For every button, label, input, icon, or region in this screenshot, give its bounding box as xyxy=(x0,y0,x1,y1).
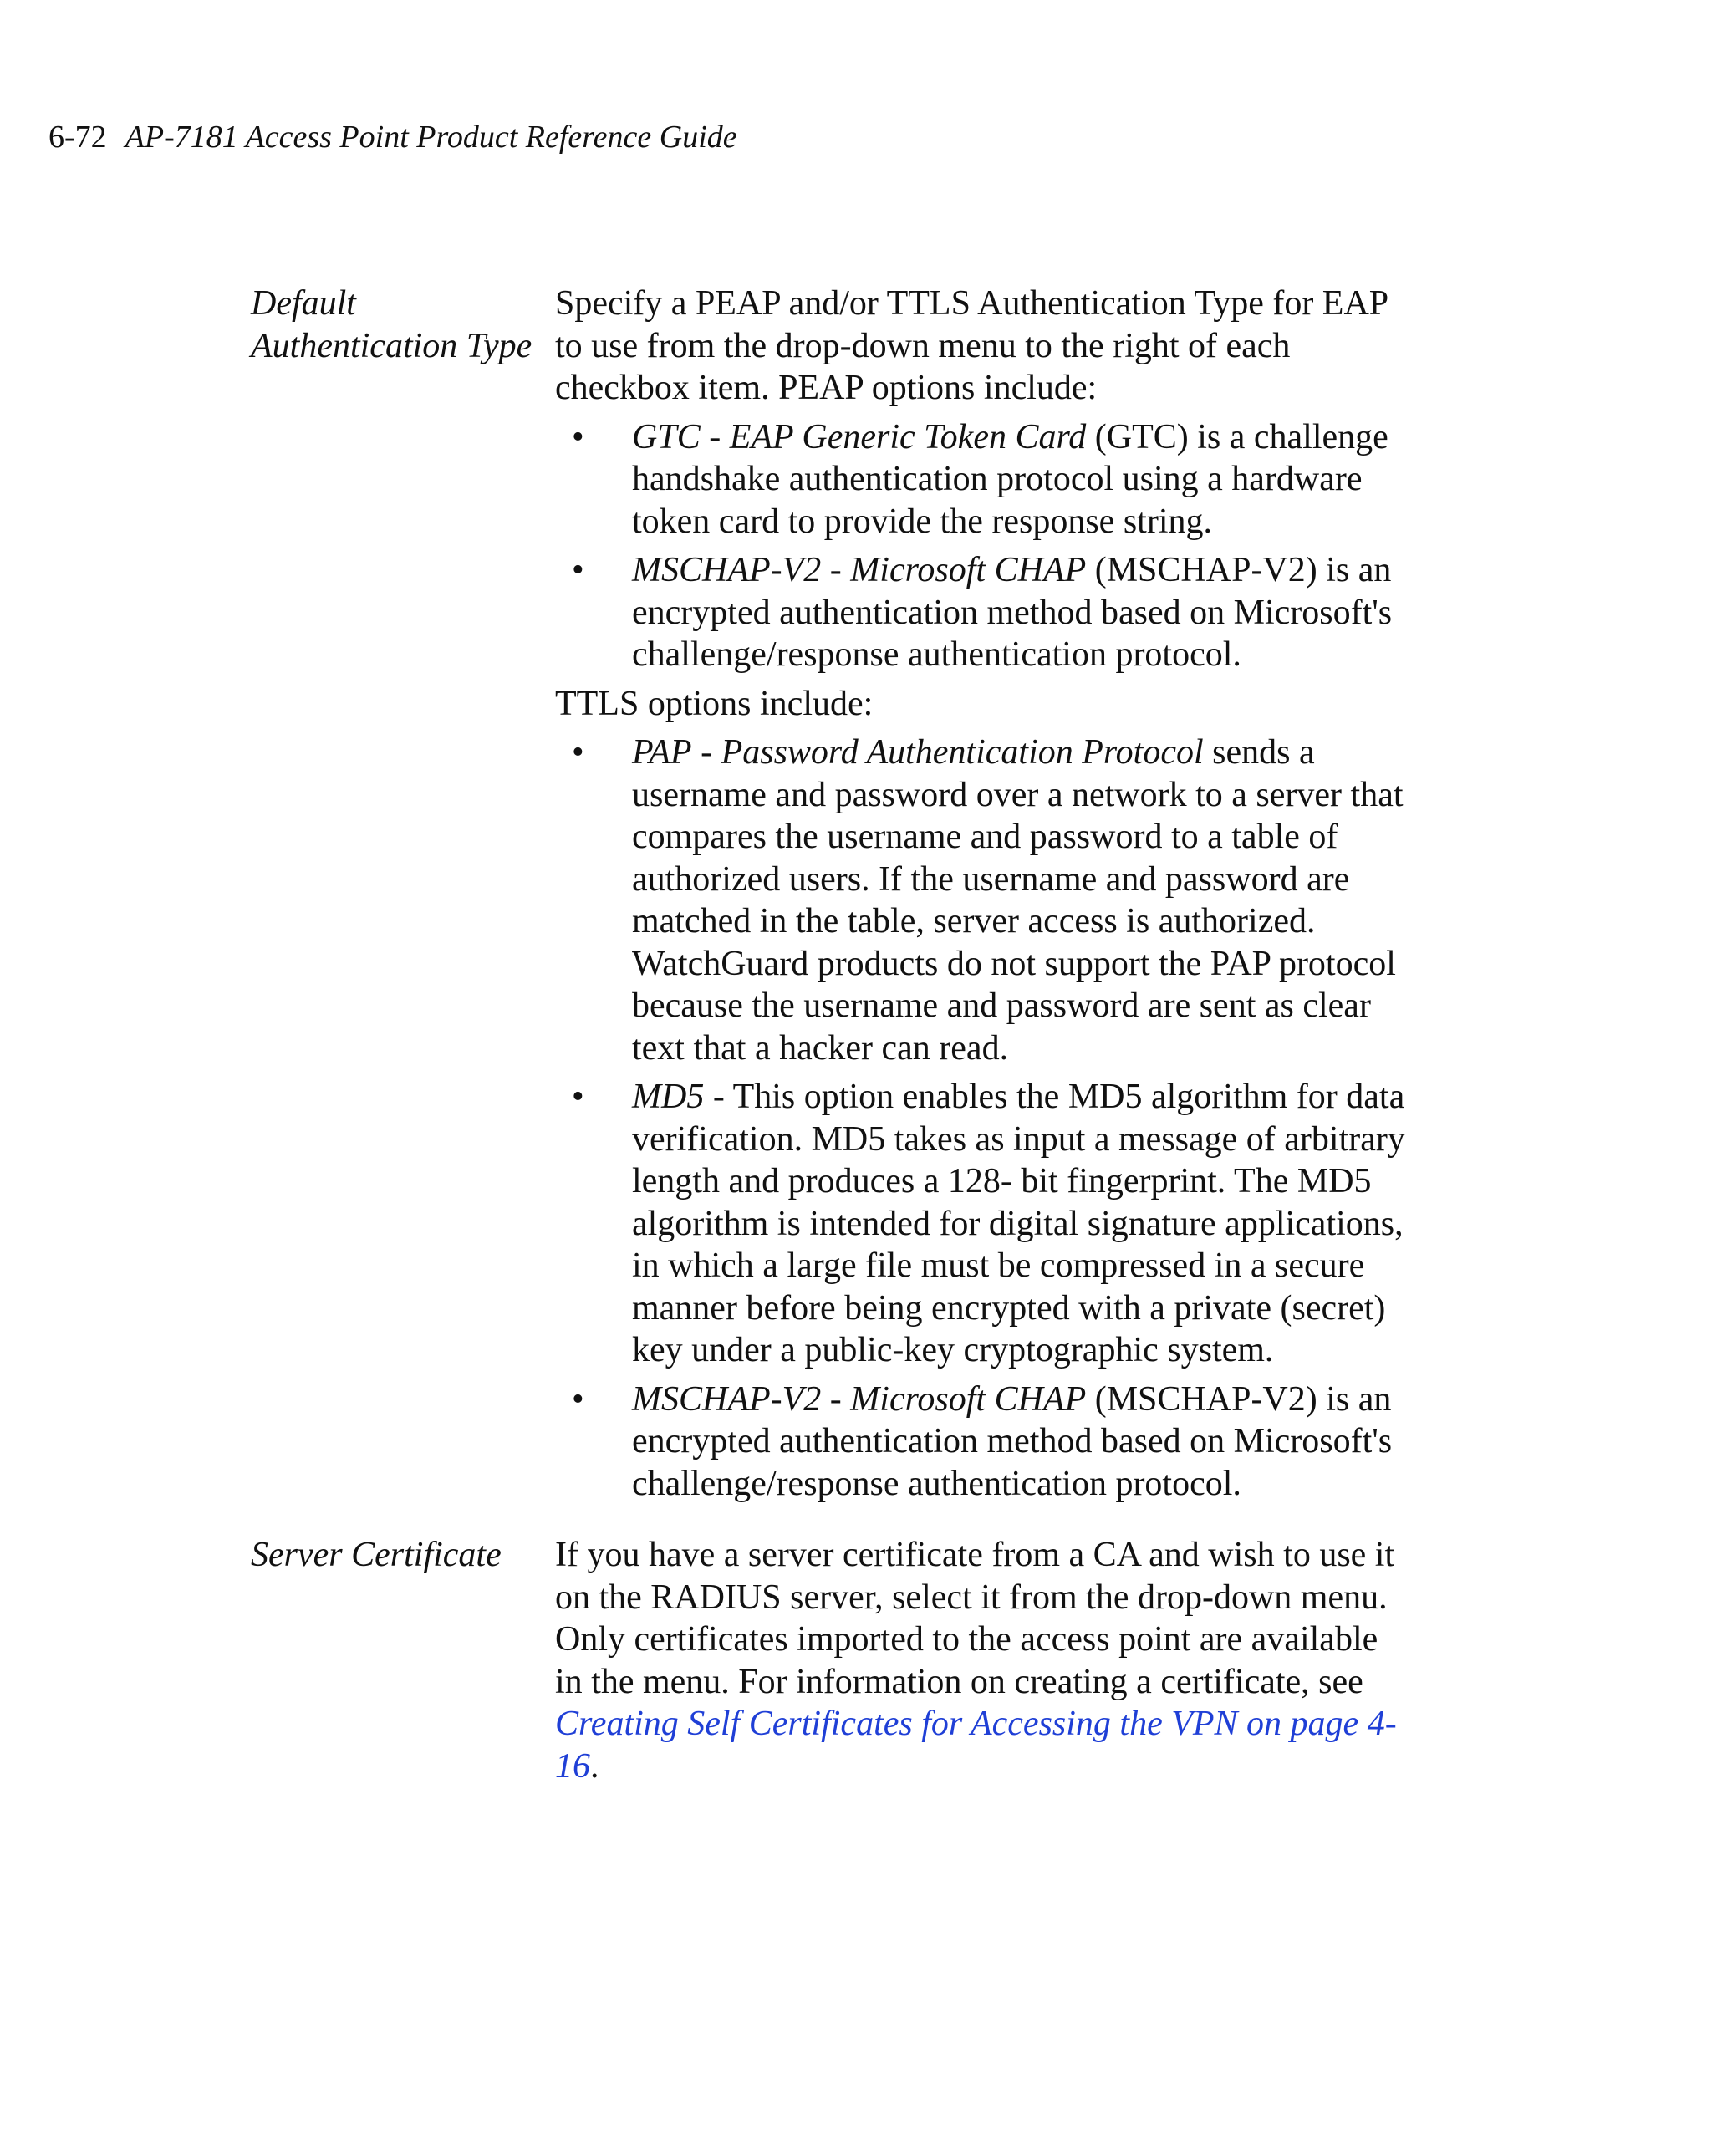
option-separator: - xyxy=(700,417,730,456)
option-text: sends a username and password over a network to a server that compares the username and password to a table of authorized users. If the username and password are matched in the table, server access is authorized. WatchGuard products do not support the PAP protocol because the username and password are sent as clear text that a hacker can read. xyxy=(632,733,1404,1068)
list-item xyxy=(555,731,1408,1069)
intro-paragraph: Specify a PEAP and/or TTLS Authentication Type for EAP to use from the drop-down menu to the right of each checkbox item. PEAP options include: xyxy=(555,284,1388,407)
list-item xyxy=(555,549,1408,676)
option-separator: - xyxy=(704,1078,733,1116)
option-name: PAP xyxy=(632,733,692,772)
option-name: GTC xyxy=(632,417,701,456)
option-separator: - xyxy=(821,1379,851,1419)
list-item xyxy=(555,1379,1408,1506)
bullet-icon: • xyxy=(572,417,584,456)
option-full-name: Microsoft CHAP xyxy=(850,551,1087,589)
option-text: (MSCHAP-V2) is an encrypted authentication method based on Microsoft's challenge/response authentication protocol. xyxy=(632,551,1393,674)
page-number: 6-72 xyxy=(48,120,107,155)
option-text: (MSCHAP-V2) is an encrypted authentication method based on Microsoft's challenge/response authentication protocol. xyxy=(632,1379,1393,1503)
cross-reference-link[interactable]: Creating Self Certificates for Accessing the VPN on page 4-16 xyxy=(555,1705,1397,1786)
option-separator: - xyxy=(821,551,851,589)
end-punctuation: . xyxy=(590,1746,599,1786)
parameter-term xyxy=(251,1534,552,1577)
term-line: Server Certificate xyxy=(251,1536,502,1574)
parameter-term xyxy=(251,283,552,367)
option-name: MD5 xyxy=(632,1078,705,1116)
parameter-description xyxy=(555,283,1408,1511)
server-certificate-paragraph xyxy=(555,1534,1408,1787)
option-text: This option enables the MD5 algorithm for data verification. MD5 takes as input a message of arbitrary length and produces a 128- bit fingerprint. The MD5 algorithm is intended for digital signature applications, in which a large file must be compressed in a secure manner before being encrypted with a private (secret) key under a public-key cryptographic system. xyxy=(632,1078,1405,1369)
body-text: If you have a server certificate from a CA and wish to use it on the RADIUS server, select it from the drop-down menu. Only certificates imported to the access point are available in the menu. For information on creating a certificate, see xyxy=(555,1536,1395,1701)
option-full-name: Microsoft CHAP xyxy=(850,1379,1087,1419)
bullet-icon: • xyxy=(572,551,584,589)
term-line: Default xyxy=(251,284,356,323)
list-item xyxy=(555,1076,1408,1372)
option-text: (GTC) is a challenge handshake authentication protocol using a hardware token card to provide the response string. xyxy=(632,417,1388,541)
list-item xyxy=(555,416,1408,543)
guide-title: AP-7181 Access Point Product Reference Guide xyxy=(125,120,737,155)
option-separator: - xyxy=(691,733,721,772)
parameter-description xyxy=(555,1534,1408,1787)
bullet-icon: • xyxy=(572,733,584,772)
term-line: Authentication Type xyxy=(251,326,532,365)
option-full-name: EAP Generic Token Card xyxy=(729,417,1087,456)
running-header xyxy=(48,115,737,159)
bullet-icon: • xyxy=(572,1379,584,1419)
option-full-name: Password Authentication Protocol xyxy=(721,733,1204,772)
ttls-intro: TTLS options include: xyxy=(555,684,874,723)
peap-options-list xyxy=(555,416,1408,676)
ttls-options-list xyxy=(555,731,1408,1505)
bullet-icon: • xyxy=(572,1078,584,1116)
option-name: MSCHAP-V2 xyxy=(632,1379,822,1419)
option-name: MSCHAP-V2 xyxy=(632,551,822,589)
